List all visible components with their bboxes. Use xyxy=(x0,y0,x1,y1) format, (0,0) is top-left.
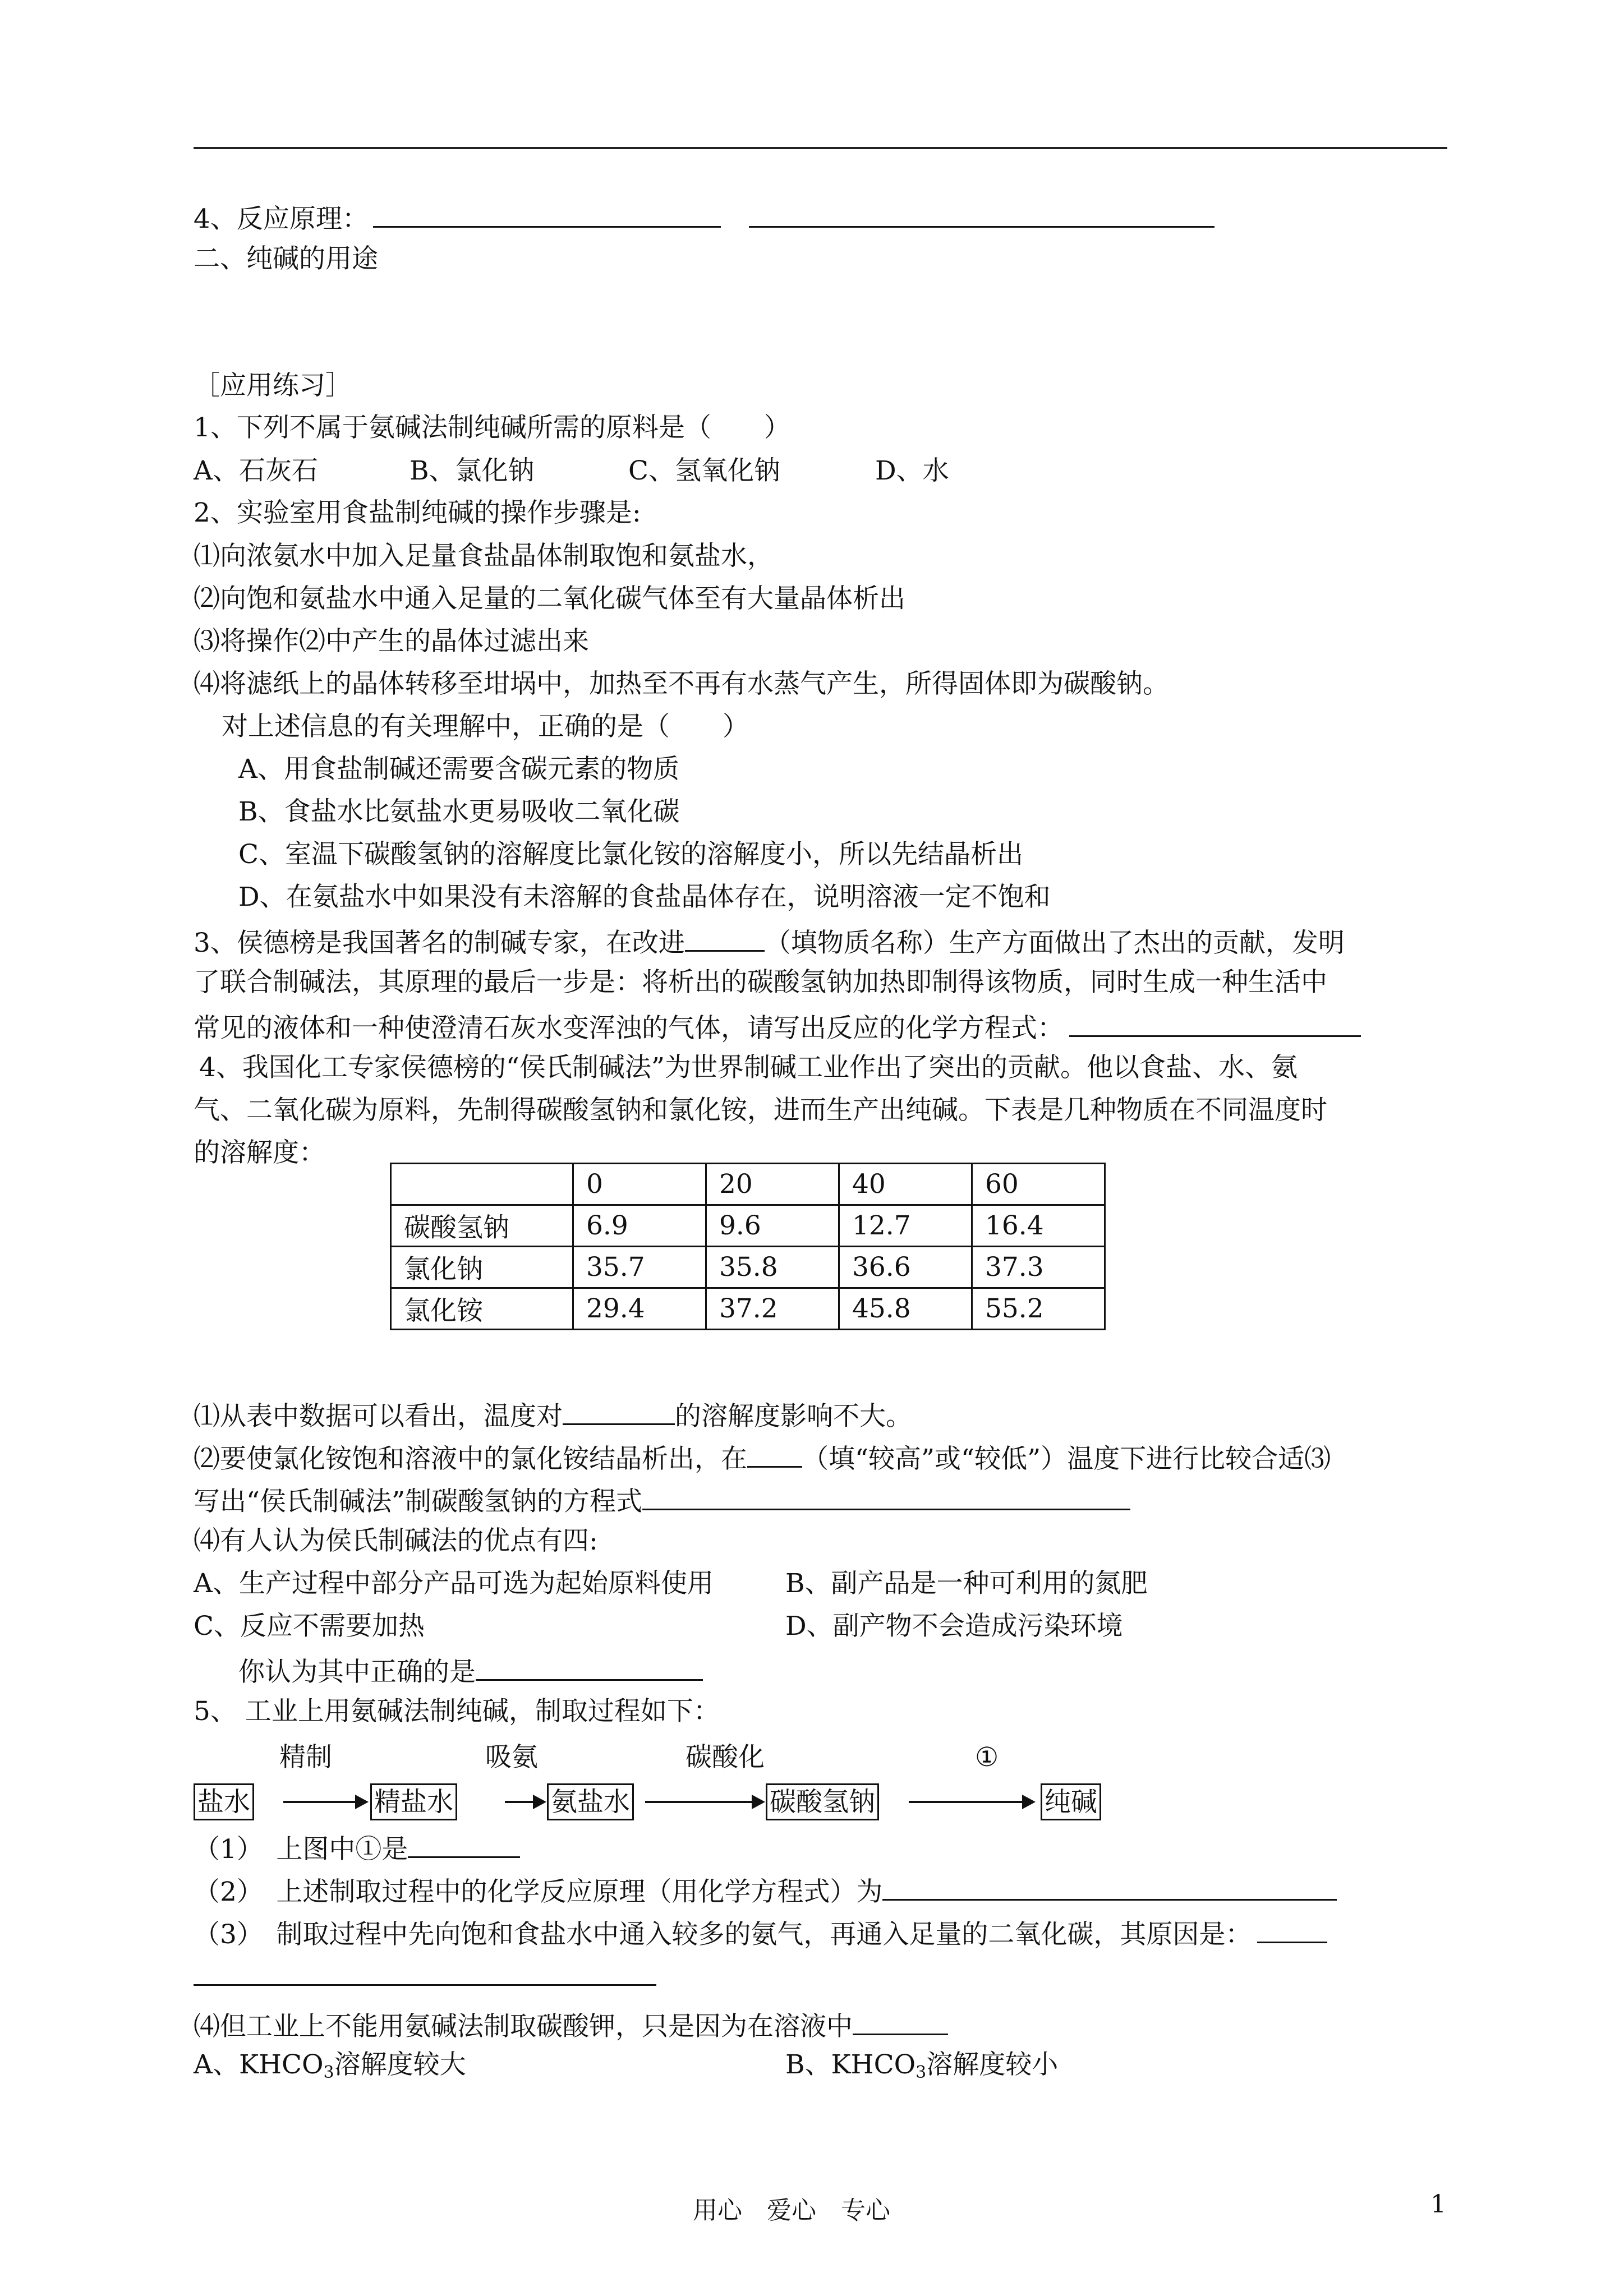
question-3-line: 了联合制碱法，其原理的最后一步是：将析出的碳酸氢钠加热即制得该物质，同时生成一种生活中 xyxy=(194,967,1327,998)
option-a: A、$KHCO_3$溶解度较大 xyxy=(194,2049,466,2082)
flow-label: 精制 xyxy=(279,1742,332,1773)
question-5-part-4: ⑷但工业上不能用氨碱法制取碳酸钾，只是因为在溶液中 xyxy=(194,2007,948,2044)
question-5-part-3-continued xyxy=(194,1957,656,1994)
table-cell: 6.9 xyxy=(573,1205,706,1247)
table-cell: 20 xyxy=(706,1164,839,1205)
table-cell: 37.3 xyxy=(972,1247,1105,1288)
answer-blank[interactable] xyxy=(408,1829,520,1858)
table-row xyxy=(391,1205,1105,1247)
answer-blank[interactable] xyxy=(563,1396,675,1425)
question-2-option: D、在氨盐水中如果没有未溶解的食盐晶体存在，说明溶液一定不饱和 xyxy=(238,882,1051,912)
table-cell: 36.6 xyxy=(839,1247,972,1288)
answer-blank[interactable] xyxy=(882,1872,1337,1901)
question-2-step: ⑵向饱和氨盐水中通入足量的二氧化碳气体至有大量晶体析出 xyxy=(194,583,905,614)
question-4-part-4: ⑷有人认为侯氏制碱法的优点有四: xyxy=(194,1525,598,1556)
question-3-line: 3、侯德榜是我国著名的制碱专家，在改进 （填物质名称）生产方面做出了杰出的贡献，发明 xyxy=(194,923,1345,960)
option-b: B、$KHCO_3$溶解度较小 xyxy=(785,2049,1059,2082)
question-2: 2、实验室用食盐制纯碱的操作步骤是: xyxy=(194,497,641,528)
table-cell: 12.7 xyxy=(839,1205,972,1247)
answer-blank[interactable] xyxy=(853,2007,948,2035)
answer-blank[interactable] xyxy=(642,1482,1130,1510)
footer-motto: 用心 爱心 专心 xyxy=(693,2196,890,2225)
table-cell: 40 xyxy=(839,1164,972,1205)
table-cell: 29.4 xyxy=(573,1288,706,1330)
table-row xyxy=(391,1164,1105,1205)
answer-blank[interactable] xyxy=(373,199,721,228)
flow-box: 盐水 xyxy=(194,1783,254,1820)
question-2-step: ⑴向浓氨水中加入足量食盐晶体制取饱和氨盐水， xyxy=(194,541,774,571)
question-2-step: ⑷将滤纸上的晶体转移至坩埚中，加热至不再有水蒸气产生，所得固体即为碳酸钠。 xyxy=(194,668,1169,699)
question-1: 1、下列不属于氨碱法制纯碱所需的原料是（ ） xyxy=(194,412,790,443)
question-4-line: 气、二氧化碳为原料，先制得碳酸氢钠和氯化铵，进而生产出纯碱。下表是几种物质在不同温度时 xyxy=(194,1095,1327,1126)
table-cell: 9.6 xyxy=(706,1205,839,1247)
question-5: 5、 工业上用氨碱法制纯碱，制取过程如下： xyxy=(194,1696,720,1727)
header-rule xyxy=(194,147,1447,149)
table-row xyxy=(391,1288,1105,1330)
table-cell: 0 xyxy=(573,1164,706,1205)
section-title: 二、纯碱的用途 xyxy=(194,243,378,274)
table-cell: 60 xyxy=(972,1164,1105,1205)
answer-blank[interactable] xyxy=(747,1439,802,1468)
question-5-part-2: （2） 上述制取过程中的化学反应原理（用化学方程式）为 xyxy=(194,1872,1337,1909)
question-5-part-3: （3） 制取过程中先向饱和食盐水中通入较多的氨气，再通入足量的二氧化碳，其原因是： xyxy=(194,1915,1327,1952)
question-4-line: 4、我国化工专家侯德榜的“侯氏制碱法”为世界制碱工业作出了突出的贡献。他以食盐、水、氨 xyxy=(199,1052,1298,1083)
table-cell: 37.2 xyxy=(706,1288,839,1330)
table-cell: 氯化钠 xyxy=(391,1247,573,1288)
practice-heading: ［应用练习］ xyxy=(194,370,352,401)
flow-arrow xyxy=(645,1801,763,1803)
question-5-part-1: （1） 上图中①是 xyxy=(194,1829,520,1866)
answer-blank[interactable] xyxy=(1069,1008,1361,1037)
solubility-table xyxy=(390,1163,1106,1330)
question-4-part-2: ⑵要使氯化铵饱和溶液中的氯化铵结晶析出，在 （填“较高”或“较低”）温度下进行比较合适⑶ xyxy=(194,1439,1331,1476)
flow-box: 精盐水 xyxy=(370,1783,457,1820)
table-cell: 35.7 xyxy=(573,1247,706,1288)
table-row xyxy=(391,1247,1105,1288)
table-cell xyxy=(391,1164,573,1205)
question-4-line: 的溶解度： xyxy=(194,1137,325,1168)
question-4-options: C、反应不需要加热 D、副产物不会造成污染环境 xyxy=(194,1611,1123,1642)
question-1-options: A、石灰石 B、氯化钠 C、氢氧化钠 D、水 xyxy=(194,455,949,486)
answer-blank[interactable] xyxy=(194,1957,656,1986)
question-5-options xyxy=(194,2048,1428,2090)
page-number: 1 xyxy=(1430,2190,1446,2219)
flow-box: 纯碱 xyxy=(1041,1783,1101,1820)
flow-label: ① xyxy=(975,1742,999,1773)
answer-blank[interactable] xyxy=(685,923,765,952)
question-4-part-1: ⑴从表中数据可以看出，温度对 的溶解度影响不大。 xyxy=(194,1396,912,1433)
line-reaction-principle: 4、反应原理： xyxy=(194,199,1214,236)
answer-blank[interactable] xyxy=(1257,1915,1327,1943)
answer-blank[interactable] xyxy=(749,199,1214,228)
table-cell: 碳酸氢钠 xyxy=(391,1205,573,1247)
question-4-options: A、生产过程中部分产品可选为起始原料使用 B、副产品是一种可利用的氮肥 xyxy=(194,1568,1148,1599)
table-cell: 35.8 xyxy=(706,1247,839,1288)
table-cell: 氯化铵 xyxy=(391,1288,573,1330)
flow-box: 氨盐水 xyxy=(547,1783,634,1820)
flow-arrow xyxy=(505,1801,544,1803)
flow-arrow xyxy=(283,1801,366,1803)
answer-blank[interactable] xyxy=(476,1652,703,1681)
question-2-option: B、食盐水比氨盐水更易吸收二氧化碳 xyxy=(238,796,680,827)
table-cell: 45.8 xyxy=(839,1288,972,1330)
question-4-answer: 你认为其中正确的是 xyxy=(238,1652,703,1689)
question-4-part-3: 写出“侯氏制碱法”制碳酸氢钠的方程式 xyxy=(194,1482,1130,1519)
flow-box: 碳酸氢钠 xyxy=(766,1783,879,1820)
flow-label: 碳酸化 xyxy=(686,1742,765,1773)
table-cell: 16.4 xyxy=(972,1205,1105,1247)
question-2-prompt: 对上述信息的有关理解中，正确的是（ ） xyxy=(222,711,749,742)
question-2-option: C、室温下碳酸氢钠的溶解度比氯化铵的溶解度小，所以先结晶析出 xyxy=(238,839,1023,870)
flow-label: 吸氨 xyxy=(485,1742,538,1773)
question-2-option: A、用食盐制碱还需要含碳元素的物质 xyxy=(238,754,679,785)
table-cell: 55.2 xyxy=(972,1288,1105,1330)
flow-arrow xyxy=(909,1801,1033,1803)
question-3-line: 常见的液体和一种使澄清石灰水变浑浊的气体，请写出反应的化学方程式： xyxy=(194,1008,1361,1045)
question-2-step: ⑶将操作⑵中产生的晶体过滤出来 xyxy=(194,626,589,657)
